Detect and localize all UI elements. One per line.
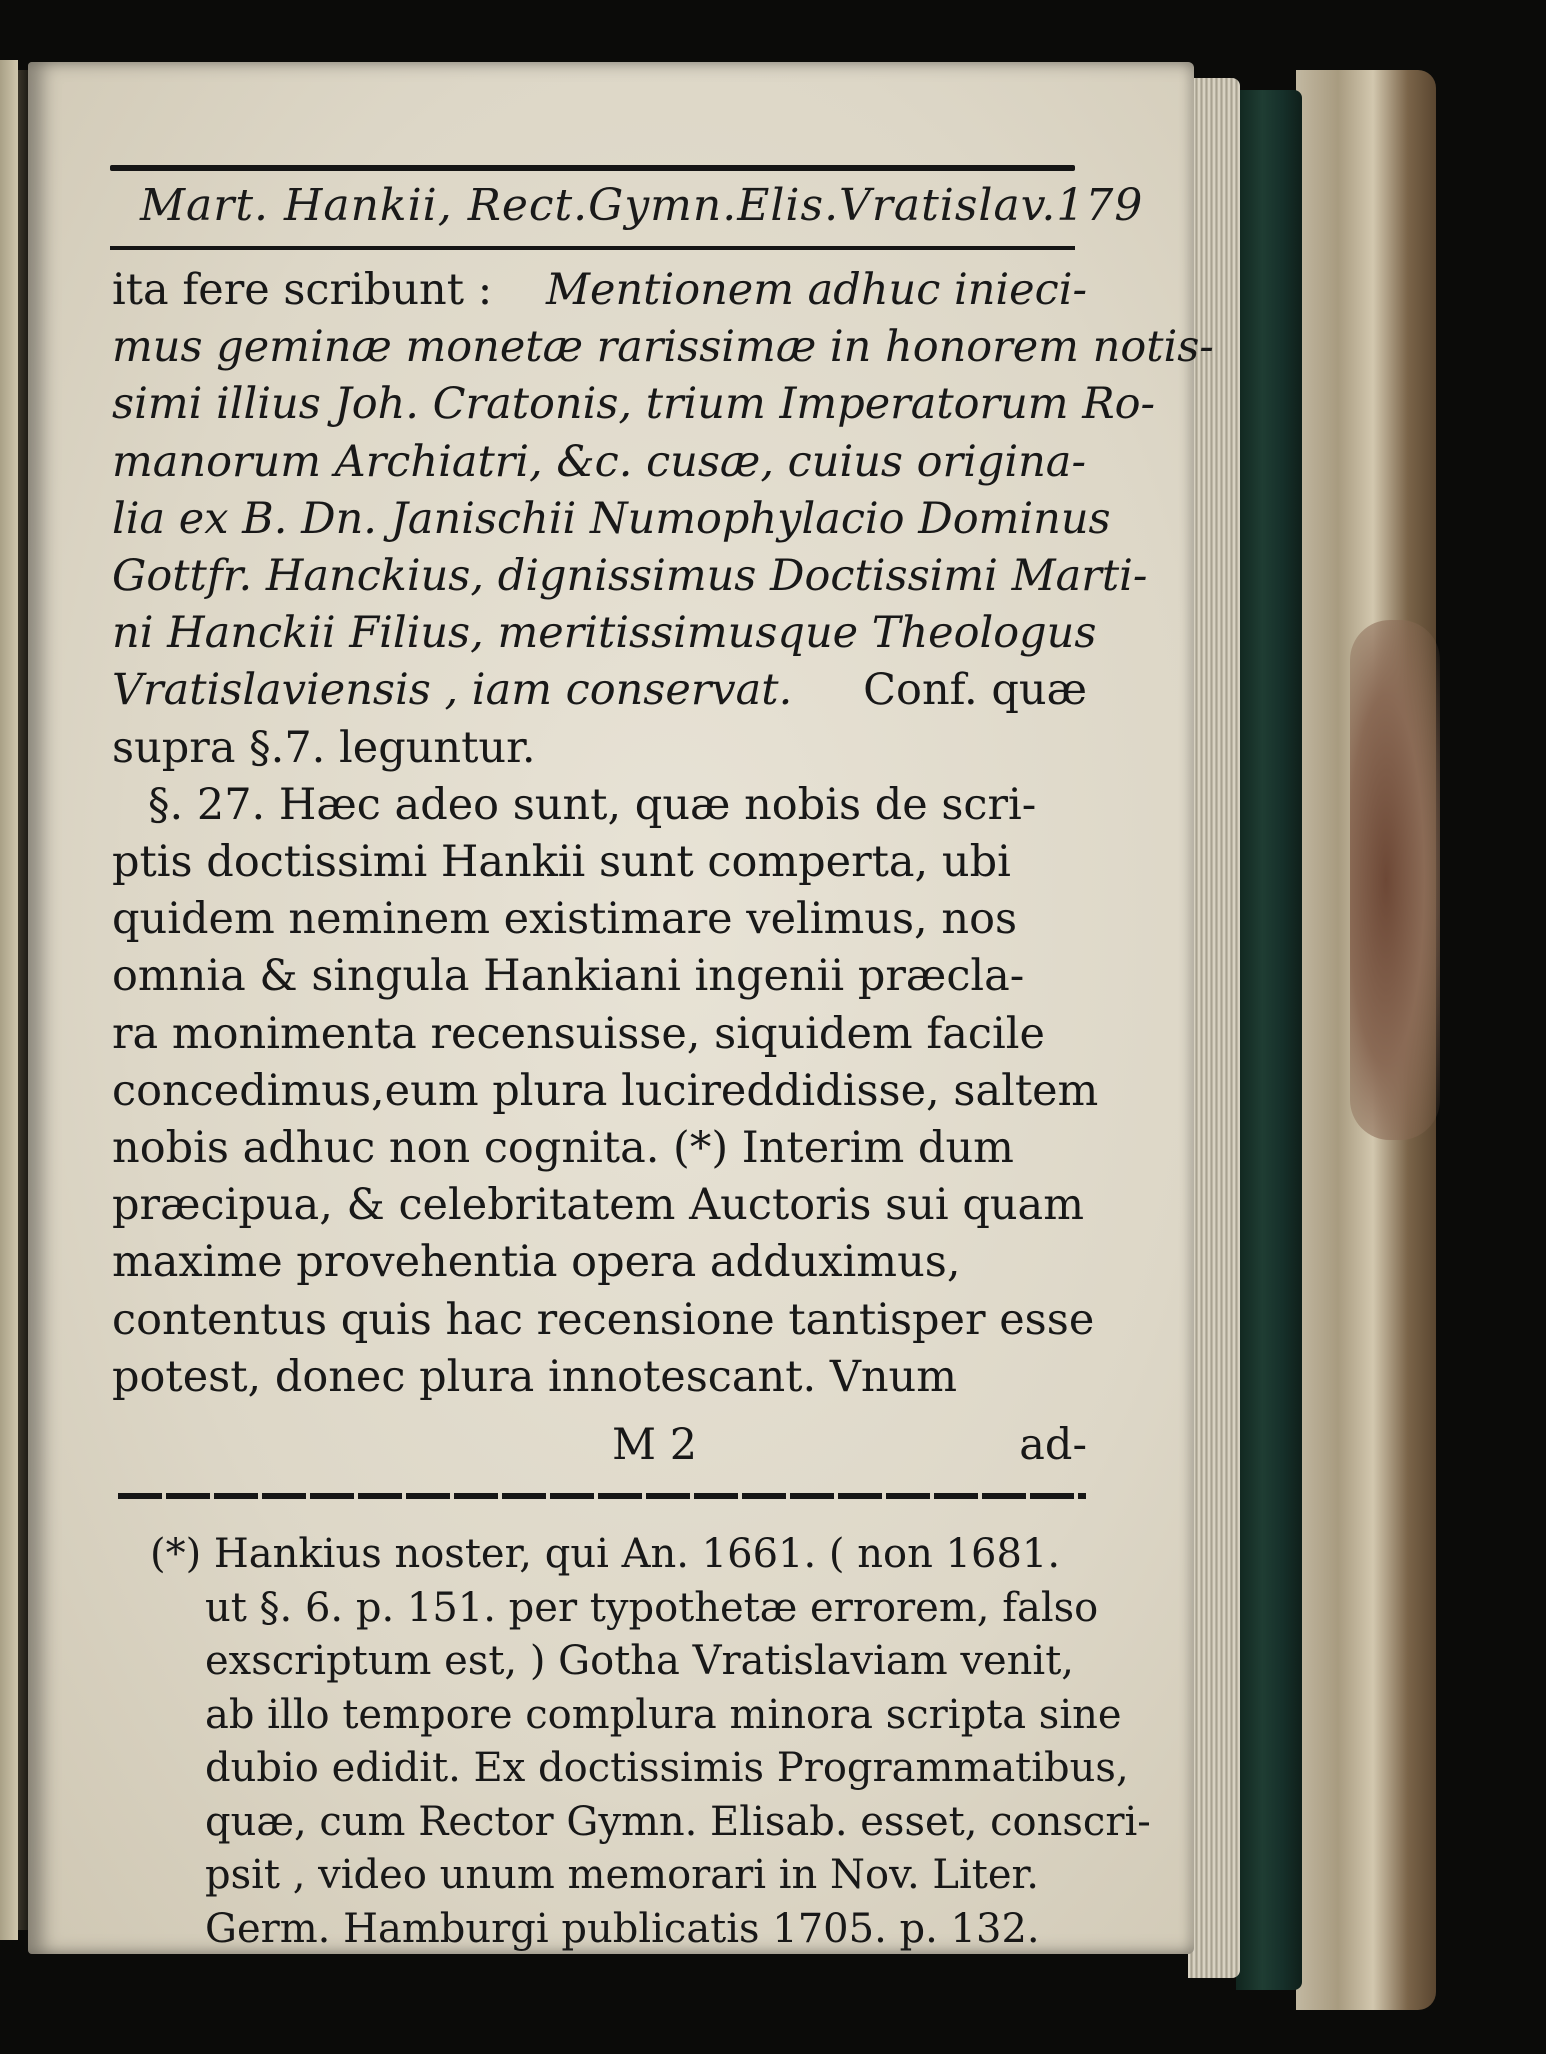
text-line: lia ex B. Dn. Janischii Numophylacio Dominus bbox=[112, 493, 1111, 544]
book-spine-edge bbox=[1236, 90, 1302, 1990]
text-line: nobis adhuc non cognita. (*) Interim dum bbox=[112, 1123, 1014, 1174]
footnote-rule bbox=[118, 1493, 1086, 1499]
text-line: manorum Archiatri, &c. cusæ, cuius origina- bbox=[112, 436, 1086, 487]
text-line: omnia & singula Hankiani ingenii præcla- bbox=[112, 951, 1025, 1002]
footnote-line: quæ, cum Rector Gymn. Elisab. esset, conscri- bbox=[205, 1798, 1151, 1845]
footnote-line: (*) Hankius noster, qui An. 1661. ( non 1681. bbox=[150, 1531, 1061, 1577]
text-line: §. 27. Hæc adeo sunt, quæ nobis de scri- bbox=[148, 779, 1037, 830]
text-line: concedimus,eum plura lucireddidisse, saltem bbox=[112, 1065, 1099, 1116]
signature-mark: M 2 bbox=[612, 1420, 698, 1470]
cover-stain bbox=[1350, 620, 1440, 1140]
text-line: Vratislaviensis , iam conservat. Conf. quæ bbox=[112, 665, 1087, 716]
running-head bbox=[140, 180, 1144, 231]
text-line: ni Hanckii Filius, meritissimusque Theologus bbox=[112, 608, 1097, 659]
text-line: ita fere scribunt : Mentionem adhuc inieci- bbox=[112, 265, 1087, 315]
text-line: præcipua, & celebritatem Auctoris sui quam bbox=[112, 1180, 1084, 1231]
catchword: ad- bbox=[1019, 1420, 1087, 1470]
text-line: quidem neminem existimare velimus, nos bbox=[112, 894, 1018, 945]
running-head-title: Mart. Hankii, Rect.Gymn.Elis.Vratislav. bbox=[140, 180, 1057, 231]
footnote-line: ab illo tempore complura minora scripta sine bbox=[205, 1691, 1122, 1738]
signature-line bbox=[112, 1420, 1087, 1470]
text-line: maxime provehentia opera adduximus, bbox=[112, 1237, 961, 1288]
header-rule-top bbox=[110, 165, 1075, 171]
text-line: ra monimenta recensuisse, siquidem facile bbox=[112, 1008, 1045, 1059]
text-line: simi illius Joh. Cratonis, trium Imperatorum Ro- bbox=[112, 379, 1156, 430]
header-rule-bottom bbox=[110, 246, 1075, 250]
page-number: 179 bbox=[1056, 180, 1144, 231]
text-line: Gottfr. Hanckius, dignissimus Doctissimi Marti- bbox=[112, 551, 1148, 602]
text-line: ptis doctissimi Hankii sunt comperta, ubi bbox=[112, 837, 1011, 888]
left-page-edge bbox=[0, 60, 18, 1940]
footnote-line: exscriptum est, ) Gotha Vratislaviam venit, bbox=[205, 1638, 1075, 1684]
text-line: potest, donec plura innotescant. Vnum bbox=[112, 1351, 958, 1402]
footnote-line: dubio edidit. Ex doctissimis Programmatibus, bbox=[205, 1745, 1129, 1791]
text-line: contentus quis hac recensione tantisper esse bbox=[112, 1294, 1095, 1345]
text-line: supra §.7. leguntur. bbox=[112, 722, 536, 773]
footnote-line: ut §. 6. p. 151. per typothetæ errorem, falso bbox=[205, 1584, 1099, 1631]
footnote bbox=[150, 1528, 1151, 1956]
footnote-line: Germ. Hamburgi publicatis 1705. p. 132. bbox=[205, 1905, 1040, 1952]
text-line: mus geminæ monetæ rarissimæ in honorem notis- bbox=[112, 322, 1214, 373]
footnote-line: psit , video unum memorari in Nov. Liter. bbox=[205, 1852, 1039, 1898]
main-text bbox=[112, 262, 1214, 1406]
